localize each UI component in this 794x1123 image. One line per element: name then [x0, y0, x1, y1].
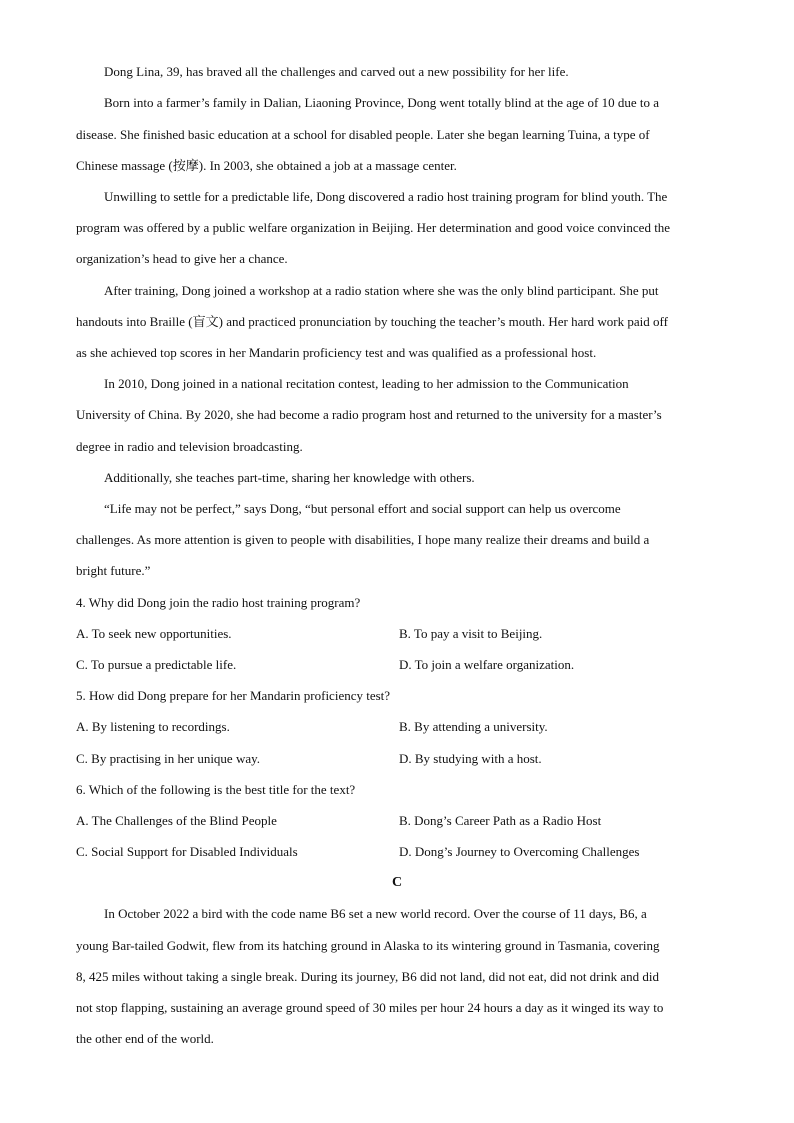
paragraph-5-line-1: In 2010, Dong joined in a national recitation contest, leading to her admission to the Communication [104, 376, 629, 391]
paragraph-3-line-1: Unwilling to settle for a predictable life, Dong discovered a radio host training program for blind youth. The [104, 189, 668, 204]
question-6-option-a[interactable]: A. The Challenges of the Blind People [76, 813, 277, 828]
paragraph-5-line-3: degree in radio and television broadcasting. [76, 439, 303, 454]
question-5-option-b[interactable]: B. By attending a university. [399, 719, 548, 734]
paragraph-3-line-2: program was offered by a public welfare organization in Beijing. Her determination and good voice convinced the [76, 220, 671, 235]
question-4-option-c[interactable]: C. To pursue a predictable life. [76, 657, 237, 672]
question-4-option-d[interactable]: D. To join a welfare organization. [399, 657, 575, 672]
paragraph-3-line-3: organization’s head to give her a chance. [76, 251, 288, 266]
paragraph-7-line-2: challenges. As more attention is given to people with disabilities, I hope many realize their dreams and build a [76, 532, 650, 547]
paragraph-2-line-2: disease. She finished basic education at a school for disabled people. Later she began learning Tuina, a type of [76, 127, 650, 142]
question-6-option-c[interactable]: C. Social Support for Disabled Individuals [76, 844, 298, 859]
section-c-line-4: not stop flapping, sustaining an average ground speed of 30 miles per hour 24 hours a day as it winged its way to [76, 1000, 664, 1015]
paragraph-2-line-1: Born into a farmer’s family in Dalian, Liaoning Province, Dong went totally blind at the age of 10 due to a [104, 95, 660, 110]
paragraph-5-line-2: University of China. By 2020, she had become a radio program host and returned to the university for a master’s [76, 407, 662, 422]
question-5-option-c[interactable]: C. By practising in her unique way. [76, 751, 261, 766]
section-c-heading: C [391, 875, 403, 890]
section-c-line-2: young Bar-tailed Godwit, flew from its hatching ground in Alaska to its wintering ground in Tasmania, covering [76, 938, 660, 953]
question-6-option-d[interactable]: D. Dong’s Journey to Overcoming Challenges [399, 844, 640, 859]
paragraph-7-line-1: “Life may not be perfect,” says Dong, “but personal effort and social support can help us overcome [104, 501, 621, 516]
section-c-line-5: the other end of the world. [76, 1031, 214, 1046]
question-6-option-b[interactable]: B. Dong’s Career Path as a Radio Host [399, 813, 602, 828]
paragraph-4-line-3: as she achieved top scores in her Mandarin proficiency test and was qualified as a professional host. [76, 345, 597, 360]
paragraph-6-line-1: Additionally, she teaches part-time, sharing her knowledge with others. [104, 470, 475, 485]
paragraph-1-line-1: Dong Lina, 39, has braved all the challenges and carved out a new possibility for her life. [104, 64, 569, 79]
question-4-option-b[interactable]: B. To pay a visit to Beijing. [399, 626, 543, 641]
question-4-stem: 4. Why did Dong join the radio host training program? [76, 595, 361, 610]
section-c-line-3: 8, 425 miles without taking a single break. During its journey, B6 did not land, did not eat, did not drink and did [76, 969, 660, 984]
question-5-option-a[interactable]: A. By listening to recordings. [76, 719, 230, 734]
question-5-option-d[interactable]: D. By studying with a host. [399, 751, 542, 766]
section-c-line-1: In October 2022 a bird with the code name B6 set a new world record. Over the course of 11 days, B6, a [104, 906, 647, 921]
question-6-stem: 6. Which of the following is the best title for the text? [76, 782, 356, 797]
paragraph-4-line-1: After training, Dong joined a workshop at a radio station where she was the only blind participant. She put [104, 283, 659, 298]
question-5-stem: 5. How did Dong prepare for her Mandarin proficiency test? [76, 688, 391, 703]
question-4-option-a[interactable]: A. To seek new opportunities. [76, 626, 232, 641]
paragraph-2-line-3: Chinese massage (按摩). In 2003, she obtained a job at a massage center. [76, 158, 457, 173]
paragraph-7-line-3: bright future.” [76, 563, 151, 578]
paragraph-4-line-2: handouts into Braille (盲文) and practiced pronunciation by touching the teacher’s mouth. Her hard work paid off [76, 314, 668, 329]
